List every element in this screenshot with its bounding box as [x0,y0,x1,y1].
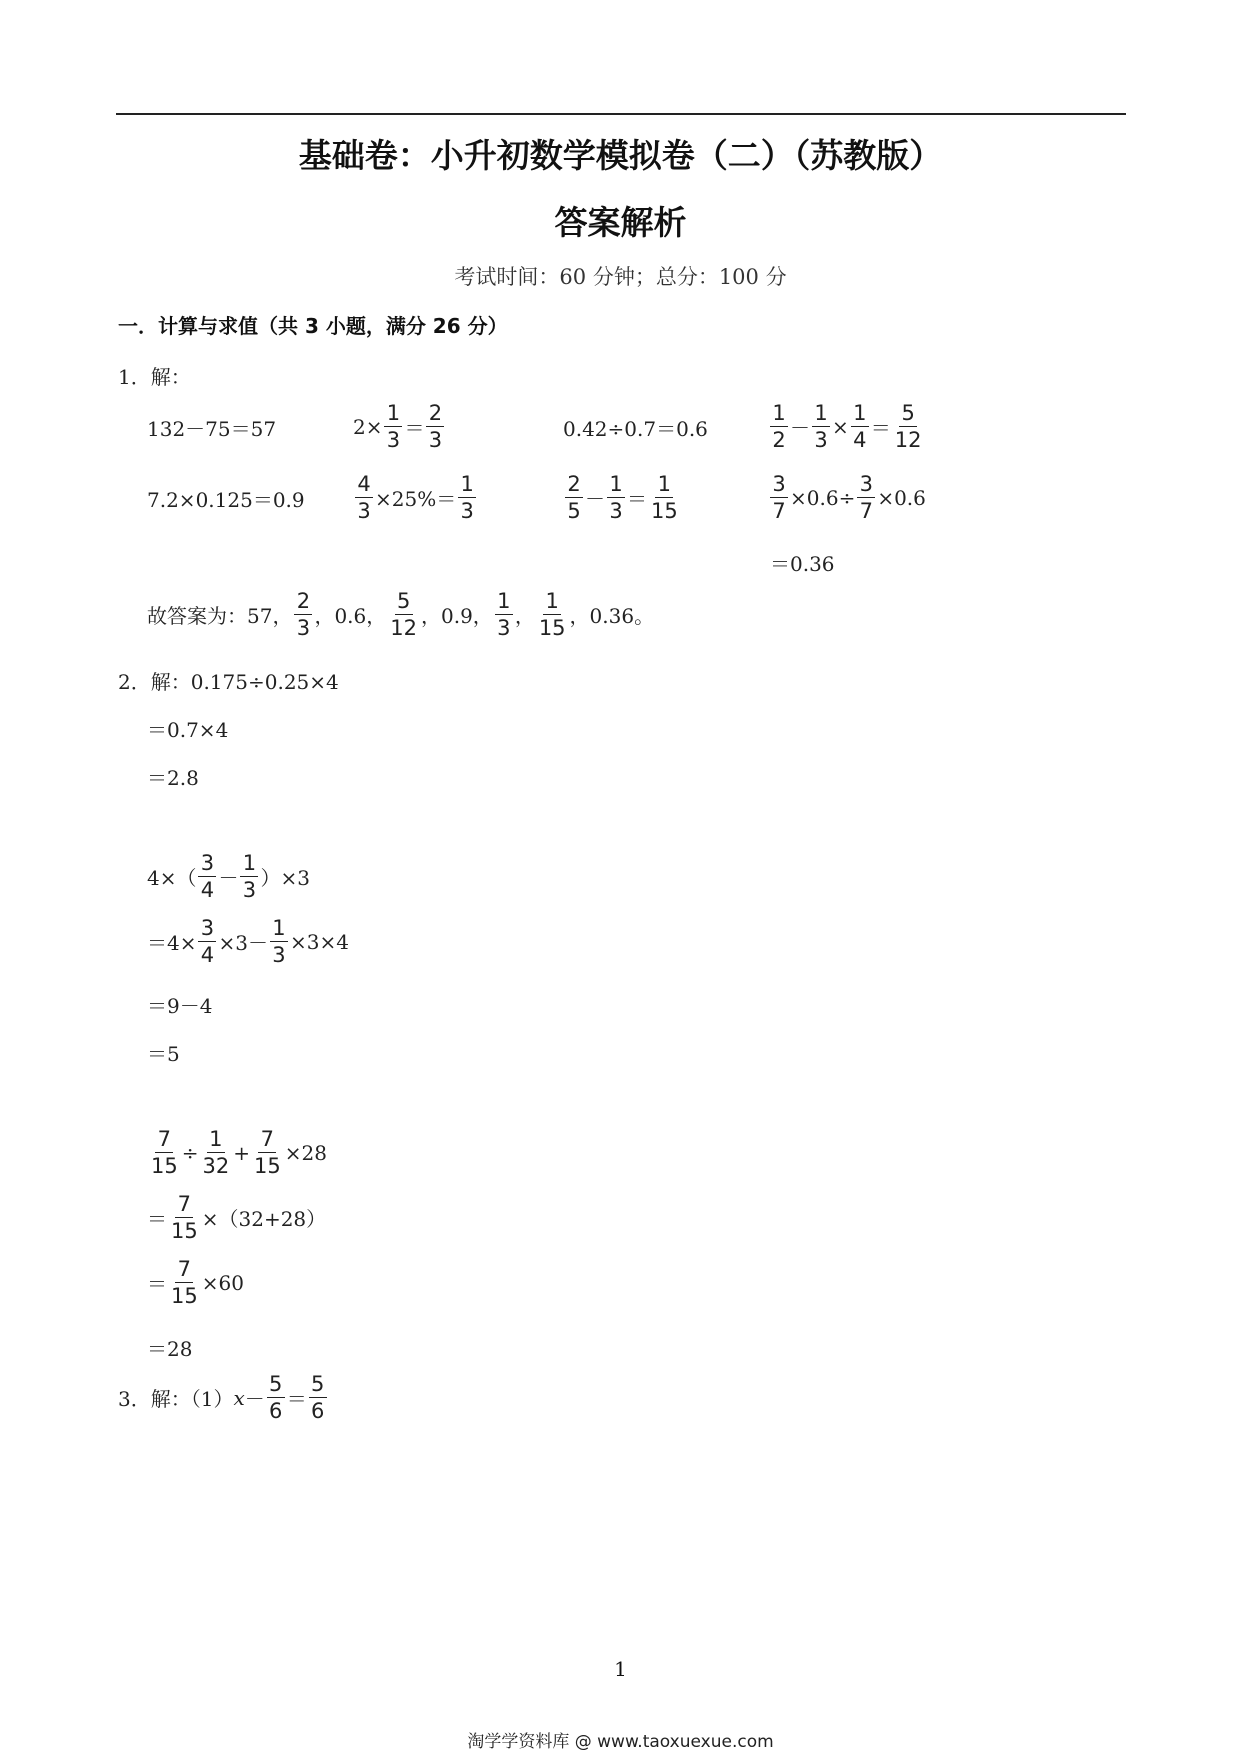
expr-text: － [244,1387,265,1412]
expr-text: ＝ [286,1387,307,1412]
fraction: $\frac{7}{15}$ [151,1127,178,1179]
expr-text: ×3－ [218,931,268,956]
fraction: $\frac{2}{3}$ [426,402,444,451]
q2-expr-c [147,1128,327,1177]
q1-expr-r1c2 [353,402,446,451]
fraction: $\frac{1}{3}$ [607,473,625,522]
fraction: $\frac{1}{3}$ [270,917,288,966]
fraction: $\frac{3}{4}$ [198,917,216,966]
expr-text: － [218,866,239,891]
fraction: $\frac{1}{15}$ [538,589,566,641]
variable-x: x [233,1385,245,1410]
q2-step: ＝9－4 [147,994,213,1018]
expr-text: ×0.6 [877,485,926,510]
q1-expr-r2c2 [353,473,478,522]
expr-text: ×25%＝ [375,487,457,512]
answer-text: 故答案为：57， [147,604,293,629]
expr-text: 4×（ [147,866,197,891]
expr-text: + [233,1140,250,1165]
answer-text: ，0.9， [421,604,493,629]
document-subtitle: 答案解析 [554,203,687,242]
q2-step [147,917,349,966]
expr-text: ＝ [147,1207,167,1232]
q2-step: ＝2.8 [147,766,199,790]
q1-label: 1．解： [118,365,191,389]
expr-text: ×3×4 [289,929,349,954]
expr-text: 2× [353,414,383,439]
q2-label: 2．解：0.175÷0.25×4 [118,670,339,694]
fraction: $\frac{5}{12}$ [894,401,922,453]
fraction: $\frac{1}{4}$ [851,402,869,451]
footer-watermark: 淘学学资料库 @ www.taoxuexue.com [467,1732,774,1752]
page-number: 1 [614,1657,627,1681]
section-heading: 一．计算与求值（共 3 小题，满分 26 分） [118,314,508,338]
fraction: $\frac{3}{7}$ [770,473,788,522]
expr-text: ＝ [627,487,647,512]
fraction: $\frac{1}{3}$ [812,402,830,451]
q1-expr-r3c4: ＝0.36 [770,552,835,576]
q1-answer-line [147,590,654,639]
expr-text: ÷ [181,1140,199,1165]
q2-step [147,1193,326,1242]
q1-expr-r2c1: 7.2×0.125＝0.9 [147,488,305,512]
fraction: $\frac{1}{3}$ [458,473,476,522]
fraction: $\frac{1}{32}$ [202,1127,230,1179]
answer-text: ， [514,604,535,629]
expr-text: ）×3 [260,866,310,891]
fraction: $\frac{2}{5}$ [565,473,583,522]
q2-step: ＝5 [147,1042,180,1066]
exam-info: 考试时间：60 分钟；总分：100 分 [454,265,787,289]
fraction: $\frac{1}{15}$ [651,472,678,524]
q3-line [118,1373,329,1422]
q1-expr-r1c4 [768,402,926,451]
expr-text: ＝ [404,416,425,441]
fraction: $\frac{3}{4}$ [198,852,216,901]
fraction: $\frac{7}{15}$ [171,1257,198,1309]
fraction: $\frac{5}{6}$ [309,1373,327,1422]
fraction: $\frac{1}{3}$ [384,402,402,451]
expr-text: ＝ [870,416,891,441]
fraction: $\frac{7}{15}$ [254,1127,281,1179]
expr-text: ×28 [284,1140,327,1165]
expr-text: － [790,416,810,441]
fraction: $\frac{1}{2}$ [770,402,788,451]
fraction: $\frac{1}{3}$ [240,852,258,901]
q2-step: ＝0.7×4 [147,718,229,742]
fraction: $\frac{3}{7}$ [857,473,875,522]
answer-text: ，0.36。 [569,604,655,629]
expr-text: × [832,414,849,439]
fraction: $\frac{7}{15}$ [171,1192,198,1244]
q1-expr-r2c3 [563,473,682,522]
header-rule [116,113,1126,115]
expr-text: ＝4× [147,931,197,956]
fraction: $\frac{2}{3}$ [294,590,312,639]
expr-text: ×0.6÷ [790,485,856,510]
expr-text: － [585,487,605,512]
fraction: $\frac{4}{3}$ [355,473,373,522]
fraction: $\frac{5}{6}$ [267,1373,285,1422]
expr-text: ＝ [147,1272,167,1297]
q1-expr-r1c1: 132－75＝57 [147,417,277,441]
fraction: $\frac{1}{3}$ [495,590,513,639]
expr-text: ×60 [201,1270,244,1295]
q2-step: ＝28 [147,1337,193,1361]
q1-expr-r2c4 [768,473,926,522]
answer-text: ，0.6， [314,604,387,629]
fraction: $\frac{5}{12}$ [390,589,417,641]
q1-expr-r1c3: 0.42÷0.7＝0.6 [563,417,708,441]
expr-text: ×（32+28） [201,1207,327,1232]
q3-label: 3．解：（1） [118,1387,234,1412]
q2-step [147,1258,244,1307]
q2-expr-b [147,852,310,901]
document-title: 基础卷：小升初数学模拟卷（二）（苏教版） [298,136,943,175]
